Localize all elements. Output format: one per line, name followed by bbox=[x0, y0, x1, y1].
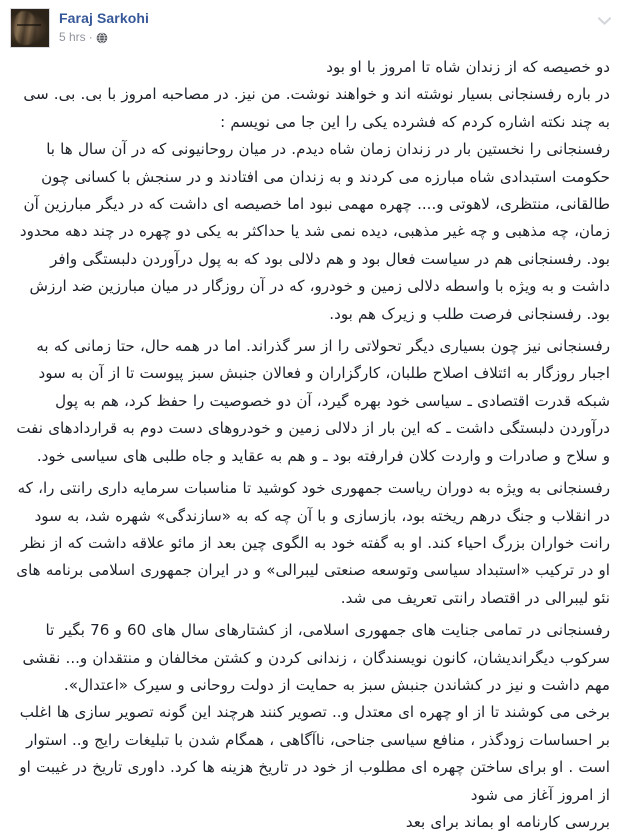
post-paragraph: رفسنجانی در تمامی جنایت های جمهوری اسلامی، از کشتارهای سال های 60 و 76 بگیر تا سرکوب دیگراندیشان، کانون نویسندگان ، زندانی کردن و کشتن مخالفان و منتقدان و... نقشی مهم داشت و نیز در کشاندن جنبش سبز به حمایت از دولت روحانی و سیرک «اعتدال». bbox=[22, 621, 610, 694]
author-name-link[interactable]: Faraj Sarkohi bbox=[59, 10, 150, 26]
post-message-body bbox=[0, 52, 624, 836]
post-paragraph: رفسنجانی را نخستین بار در زندان زمان شاه دیدم. در میان روحانیونی که در آن سال ها با حکومت استبدادی شاه مبارزه می کردند و به زندان می افتادند و در سنجش با کسانی چون طالقانی، منتظری، لاهوتی و.... چهره مهمی نبود اما خصیصه ای داشت که در دیگر مبارزین آن زمان، چه مذهبی و چه غیر مذهبی، دیده نمی شد یا حداکثر به یکی دو چهره در چند دهه محدود بود. رفسنجانی هم در سیاست فعال بود و هم دلالی بود که به پول درآوردن دلبستگی وافر داشت و به ویژه با واسطه دلالی زمین و خودرو، که در آن روزگار در میان مبارزین ضد ارزش بود. رفسنجانی فرصت طلب و زیرک هم بود. bbox=[19, 140, 610, 323]
avatar[interactable] bbox=[10, 8, 50, 48]
post-paragraph: بررسی کارنامه او بماند برای بعد bbox=[405, 812, 610, 831]
post-paragraph: رفسنجانی به ویژه به دوران ریاست جمهوری خود کوشید تا مناسبات سرمایه داری رانتی را، که در انقلاب و جنگ درهم ریخته بود، بازسازی و با آن چه که به «سازندگی» شهره شد، به سود رانت خواران بزرگ احیاء کند. او به گفته خود به الگوی چین بعد از مائو علاقه داشت که از نظر او در ترکیب «استبداد سیاسی وتوسعه صنعتی لیبرالی» و در ایران جمهوری اسلامی برنامه های نئو لیبرالی در اقتصاد رانتی تعریف می شد. bbox=[16, 479, 610, 607]
post-paragraph: رفسنجانی نیز چون بسیاری دیگر تحولاتی را از سر گذراند. اما در همه حال، حتا زمانی که به اجبار روزگار به ائتلاف اصلاح طلبان، کارگزاران و فعالان جنبش سبز پیوست تا از آن به سود شبکه قدرت اقتصادی ـ سیاسی خود بهره گیرد، آن دو خصوصیت را حفظ کرد، هم به پول درآوردن دلبستگی داشت ـ که این بار از دلالی زمین و خودروهای دست دوم به قراردادهای نفت و سلاح و صادرات و واردت کلان فرارفته بود ـ و هم به عقاید و جاه طلبی های سیاسی خود. bbox=[16, 337, 610, 465]
post-header bbox=[0, 0, 624, 52]
chevron-down-icon bbox=[598, 17, 611, 25]
post-paragraph: برخی می کوشند تا از او چهره ای معتدل و.. تصویر کنند هرچند این گونه تصویر سازی ها اغلب بر احساسات زودگذر ، منافع سیاسی جناحی، ناآگاهی ، همگام شدن با تبلیغات رایج و.. استوار است . او برای ساختن چهره ای مطلوب از خود در تاریخ هزینه ها کرد. داوری تاریخ در غیبت او از امروز آغاز می شود bbox=[19, 703, 610, 804]
post-menu-button[interactable] bbox=[592, 12, 616, 30]
globe-icon[interactable] bbox=[96, 32, 108, 44]
post-meta bbox=[59, 31, 149, 44]
post-timestamp[interactable]: 5 hrs bbox=[59, 29, 86, 44]
post-header-text bbox=[59, 8, 149, 44]
post-paragraph: دو خصیصه که از زندان شاه تا امروز با او بود bbox=[326, 58, 610, 76]
meta-separator: · bbox=[88, 29, 93, 44]
avatar-glasses-detail bbox=[17, 24, 41, 31]
post-paragraph: در باره رفسنجانی بسیار نوشته اند و خواهند نوشت. من نیز. در مصاحبه امروز با بی. بی. سی به چند نکته اشاره کردم که فشرده یکی را این جا می نویسم : bbox=[23, 85, 610, 131]
